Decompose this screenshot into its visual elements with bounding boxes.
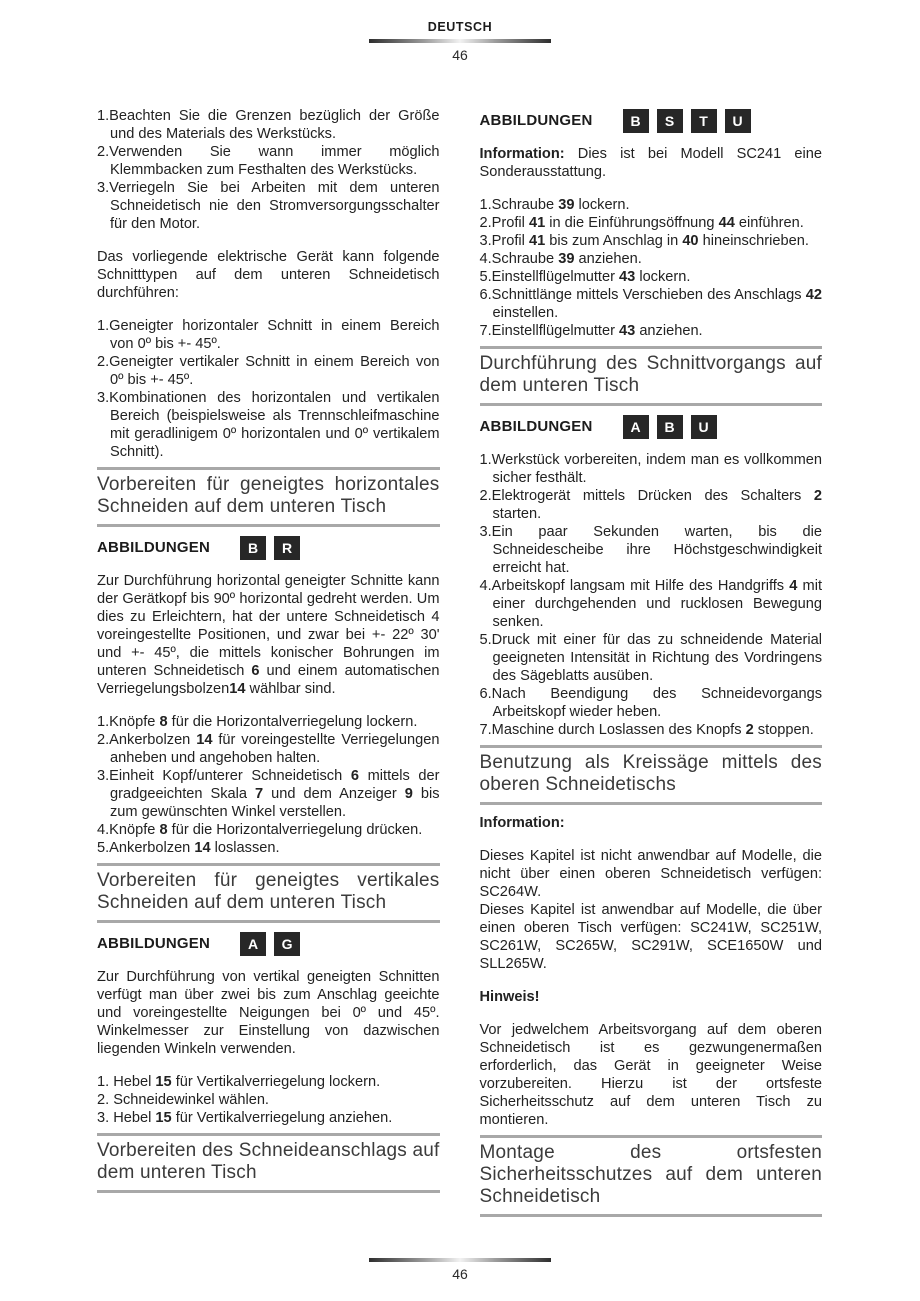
section-heading: Vorbereiten für geneigtes horizontales Schneiden auf dem unteren Tisch [97, 467, 440, 527]
list-item: 5.Ankerbolzen 14 loslassen. [97, 840, 280, 856]
list-item: 4.Schraube 39 anziehen. [479, 251, 642, 267]
list-item: 6.Schnittlänge mittels Verschieben des Anschlags 42 einstellen. [479, 287, 822, 321]
list-item: 2.Elektrogerät mittels Drücken des Schalters 2 starten. [479, 488, 822, 522]
section-heading: Montage des ortsfesten Sicherheitsschutzes auf dem unteren Schneidetisch [480, 1135, 823, 1217]
figure-ref-box: T [691, 109, 717, 133]
list-item: 2. Schneidewinkel wählen. [97, 1092, 269, 1108]
figures-label: ABBILDUNGEN [97, 935, 211, 952]
paragraph: Vor jedwelchem Arbeitsvorgang auf dem oberen Schneidetisch ist es gezwungenermaßen erforderlich, das Gerät in geeigneter Weise vorzubereiten. Hierzu ist der ortsfeste Sicherheitsschutz auf dem unteren Tisch zu montieren. [479, 1022, 822, 1128]
figures-label: ABBILDUNGEN [479, 418, 593, 435]
blank-line-spacer [480, 181, 823, 196]
figure-ref-box: A [240, 932, 266, 956]
figure-ref-box: U [691, 415, 717, 439]
figure-ref-box: B [240, 536, 266, 560]
blank-line-spacer [97, 698, 440, 713]
figures-row [97, 536, 440, 560]
numbered-list [97, 713, 440, 857]
list-item: 1.Schraube 39 lockern. [479, 197, 630, 213]
paragraph: Information: [479, 815, 565, 831]
list-item: 5.Druck mit einer für das zu schneidende Material geeigneten Intensität in Richtung des Vordringens des Sägeblatts ausüben. [479, 632, 822, 684]
list-item: 2.Profil 41 in die Einführungsöffnung 44 einführen. [479, 215, 804, 231]
figure-ref-box: B [623, 109, 649, 133]
list-item: 2.Geneigter vertikaler Schnitt in einem Bereich von 0º bis +- 45º. [97, 354, 440, 388]
paragraph: Zur Durchführung von vertikal geneigten Schnitten verfügt man über zwei bis zum Anschlag geeichte und voreingestellte Neigungen bei 0º und 45º. Winkelmesser zur Einstellung von dazwischen liegenden Winkeln verwenden. [97, 969, 440, 1057]
list-item: 3.Verriegeln Sie bei Arbeiten mit dem unteren Schneidetisch nie den Stromversorgungsschalter für den Motor. [97, 180, 440, 232]
figures-label: ABBILDUNGEN [479, 112, 593, 129]
language-title: DEUTSCH [427, 20, 493, 34]
list-item: 1.Knöpfe 8 für die Horizontalverriegelung lockern. [97, 714, 418, 730]
figure-ref-box: S [657, 109, 683, 133]
page-number-bottom: 46 [452, 1266, 468, 1282]
figures-row [97, 932, 440, 956]
paragraph: Hinweis! [479, 989, 540, 1005]
blank-line-spacer [480, 1006, 823, 1021]
page-number-top: 46 [452, 47, 468, 63]
list-item: 6.Nach Beendigung des Schneidevorgangs Arbeitskopf wieder heben. [479, 686, 822, 720]
list-item: 7.Einstellflügelmutter 43 anziehen. [479, 323, 703, 339]
list-item: 2.Verwenden Sie wann immer möglich Klemmbacken zum Festhalten des Werkstücks. [97, 144, 440, 178]
figure-letter-boxes [240, 536, 308, 560]
figure-letter-boxes [240, 932, 308, 956]
blank-line-spacer [97, 302, 440, 317]
numbered-list [97, 1073, 440, 1127]
figures-row [480, 415, 823, 439]
figure-ref-box: A [623, 415, 649, 439]
list-item: 3.Einheit Kopf/unterer Schneidetisch 6 mittels der gradgeeichten Skala 7 und dem Anzeiger 9 bis zum gewünschten Winkel verstellen. [97, 768, 440, 820]
list-item: 1.Werkstück vorbereiten, indem man es vollkommen sicher festhält. [479, 452, 822, 486]
list-item: 3. Hebel 15 für Vertikalverriegelung anziehen. [97, 1110, 393, 1126]
header-divider-line [369, 39, 551, 43]
list-item: 3.Ein paar Sekunden warten, bis die Schneidescheibe ihre Höchstgeschwindigkeit erreicht hat. [479, 524, 822, 576]
page-footer [0, 1258, 920, 1282]
figure-ref-box: R [274, 536, 300, 560]
paragraph: Information: Dies ist bei Modell SC241 eine Sonderausstattung. [479, 146, 822, 180]
page-header [0, 0, 920, 63]
figure-letter-boxes [623, 109, 759, 133]
footer-divider-line [369, 1258, 551, 1262]
numbered-list [97, 317, 440, 461]
section-heading: Vorbereiten für geneigtes vertikales Schneiden auf dem unteren Tisch [97, 863, 440, 923]
list-item: 3.Profil 41 bis zum Anschlag in 40 hineinschrieben. [479, 233, 809, 249]
paragraph: Dieses Kapitel ist anwendbar auf Modelle, die über einen oberen Tisch verfügen: SC241W, SC251W, SC261W, SC265W, SC291W, SCE1650W und SLL265W. [479, 902, 822, 972]
section-heading: Durchführung des Schnittvorgangs auf dem unteren Tisch [480, 346, 823, 406]
list-item: 4.Arbeitskopf langsam mit Hilfe des Handgriffs 4 mit einer durchgehenden und rucklosen Bewegung senken. [479, 578, 822, 630]
blank-line-spacer [480, 973, 823, 988]
list-item: 5.Einstellflügelmutter 43 lockern. [479, 269, 691, 285]
blank-line-spacer [97, 233, 440, 248]
figure-ref-box: G [274, 932, 300, 956]
section-heading: Benutzung als Kreissäge mittels des oberen Schneidetischs [480, 745, 823, 805]
numbered-list [97, 107, 440, 233]
list-item: 7.Maschine durch Loslassen des Knopfs 2 stoppen. [479, 722, 814, 738]
figure-ref-box: U [725, 109, 751, 133]
figures-label: ABBILDUNGEN [97, 539, 211, 556]
figure-letter-boxes [623, 415, 725, 439]
paragraph: Das vorliegende elektrische Gerät kann folgende Schnitttypen auf dem unteren Schneidetisch durchführen: [97, 249, 440, 301]
list-item: 3.Kombinationen des horizontalen und vertikalen Bereich (beispielsweise als Trennschleifmaschine mit geradlinigem 0º horizontalen und 0º vertikalem Schnitt). [97, 390, 440, 460]
paragraph: Zur Durchführung horizontal geneigter Schnitte kann der Gerätkopf bis 90º horizontal gedreht werden. Um dies zu Erleichtern, hat der untere Schneidetisch 4 voreingestellte Positionen, und zwar bei +- 22º 30' und +- 45º, die mittels konischer Bohrungen im unteren Schneidetisch 6 und einem automatischen Verriegelungsbolzen14 wählbar sind. [97, 573, 440, 697]
list-item: 4.Knöpfe 8 für die Horizontalverriegelung drücken. [97, 822, 423, 838]
list-item: 1.Beachten Sie die Grenzen bezüglich der Größe und des Materials des Werkstücks. [97, 108, 440, 142]
numbered-list [480, 196, 823, 340]
figure-ref-box: B [657, 415, 683, 439]
right-column [480, 107, 823, 1226]
section-heading: Vorbereiten des Schneideanschlags auf dem unteren Tisch [97, 1133, 440, 1193]
figures-row [480, 109, 823, 133]
paragraph: Dieses Kapitel ist nicht anwendbar auf Modelle, die nicht über einen oberen Schneidetisch verfügen: SC264W. [479, 848, 822, 900]
list-item: 1.Geneigter horizontaler Schnitt in einem Bereich von 0º bis +- 45º. [97, 318, 440, 352]
list-item: 2.Ankerbolzen 14 für voreingestellte Verriegelungen anheben und angehoben halten. [97, 732, 440, 766]
blank-line-spacer [480, 832, 823, 847]
list-item: 1. Hebel 15 für Vertikalverriegelung lockern. [97, 1074, 381, 1090]
left-column [97, 107, 440, 1226]
blank-line-spacer [97, 1058, 440, 1073]
numbered-list [480, 451, 823, 739]
text-columns [0, 63, 920, 1226]
